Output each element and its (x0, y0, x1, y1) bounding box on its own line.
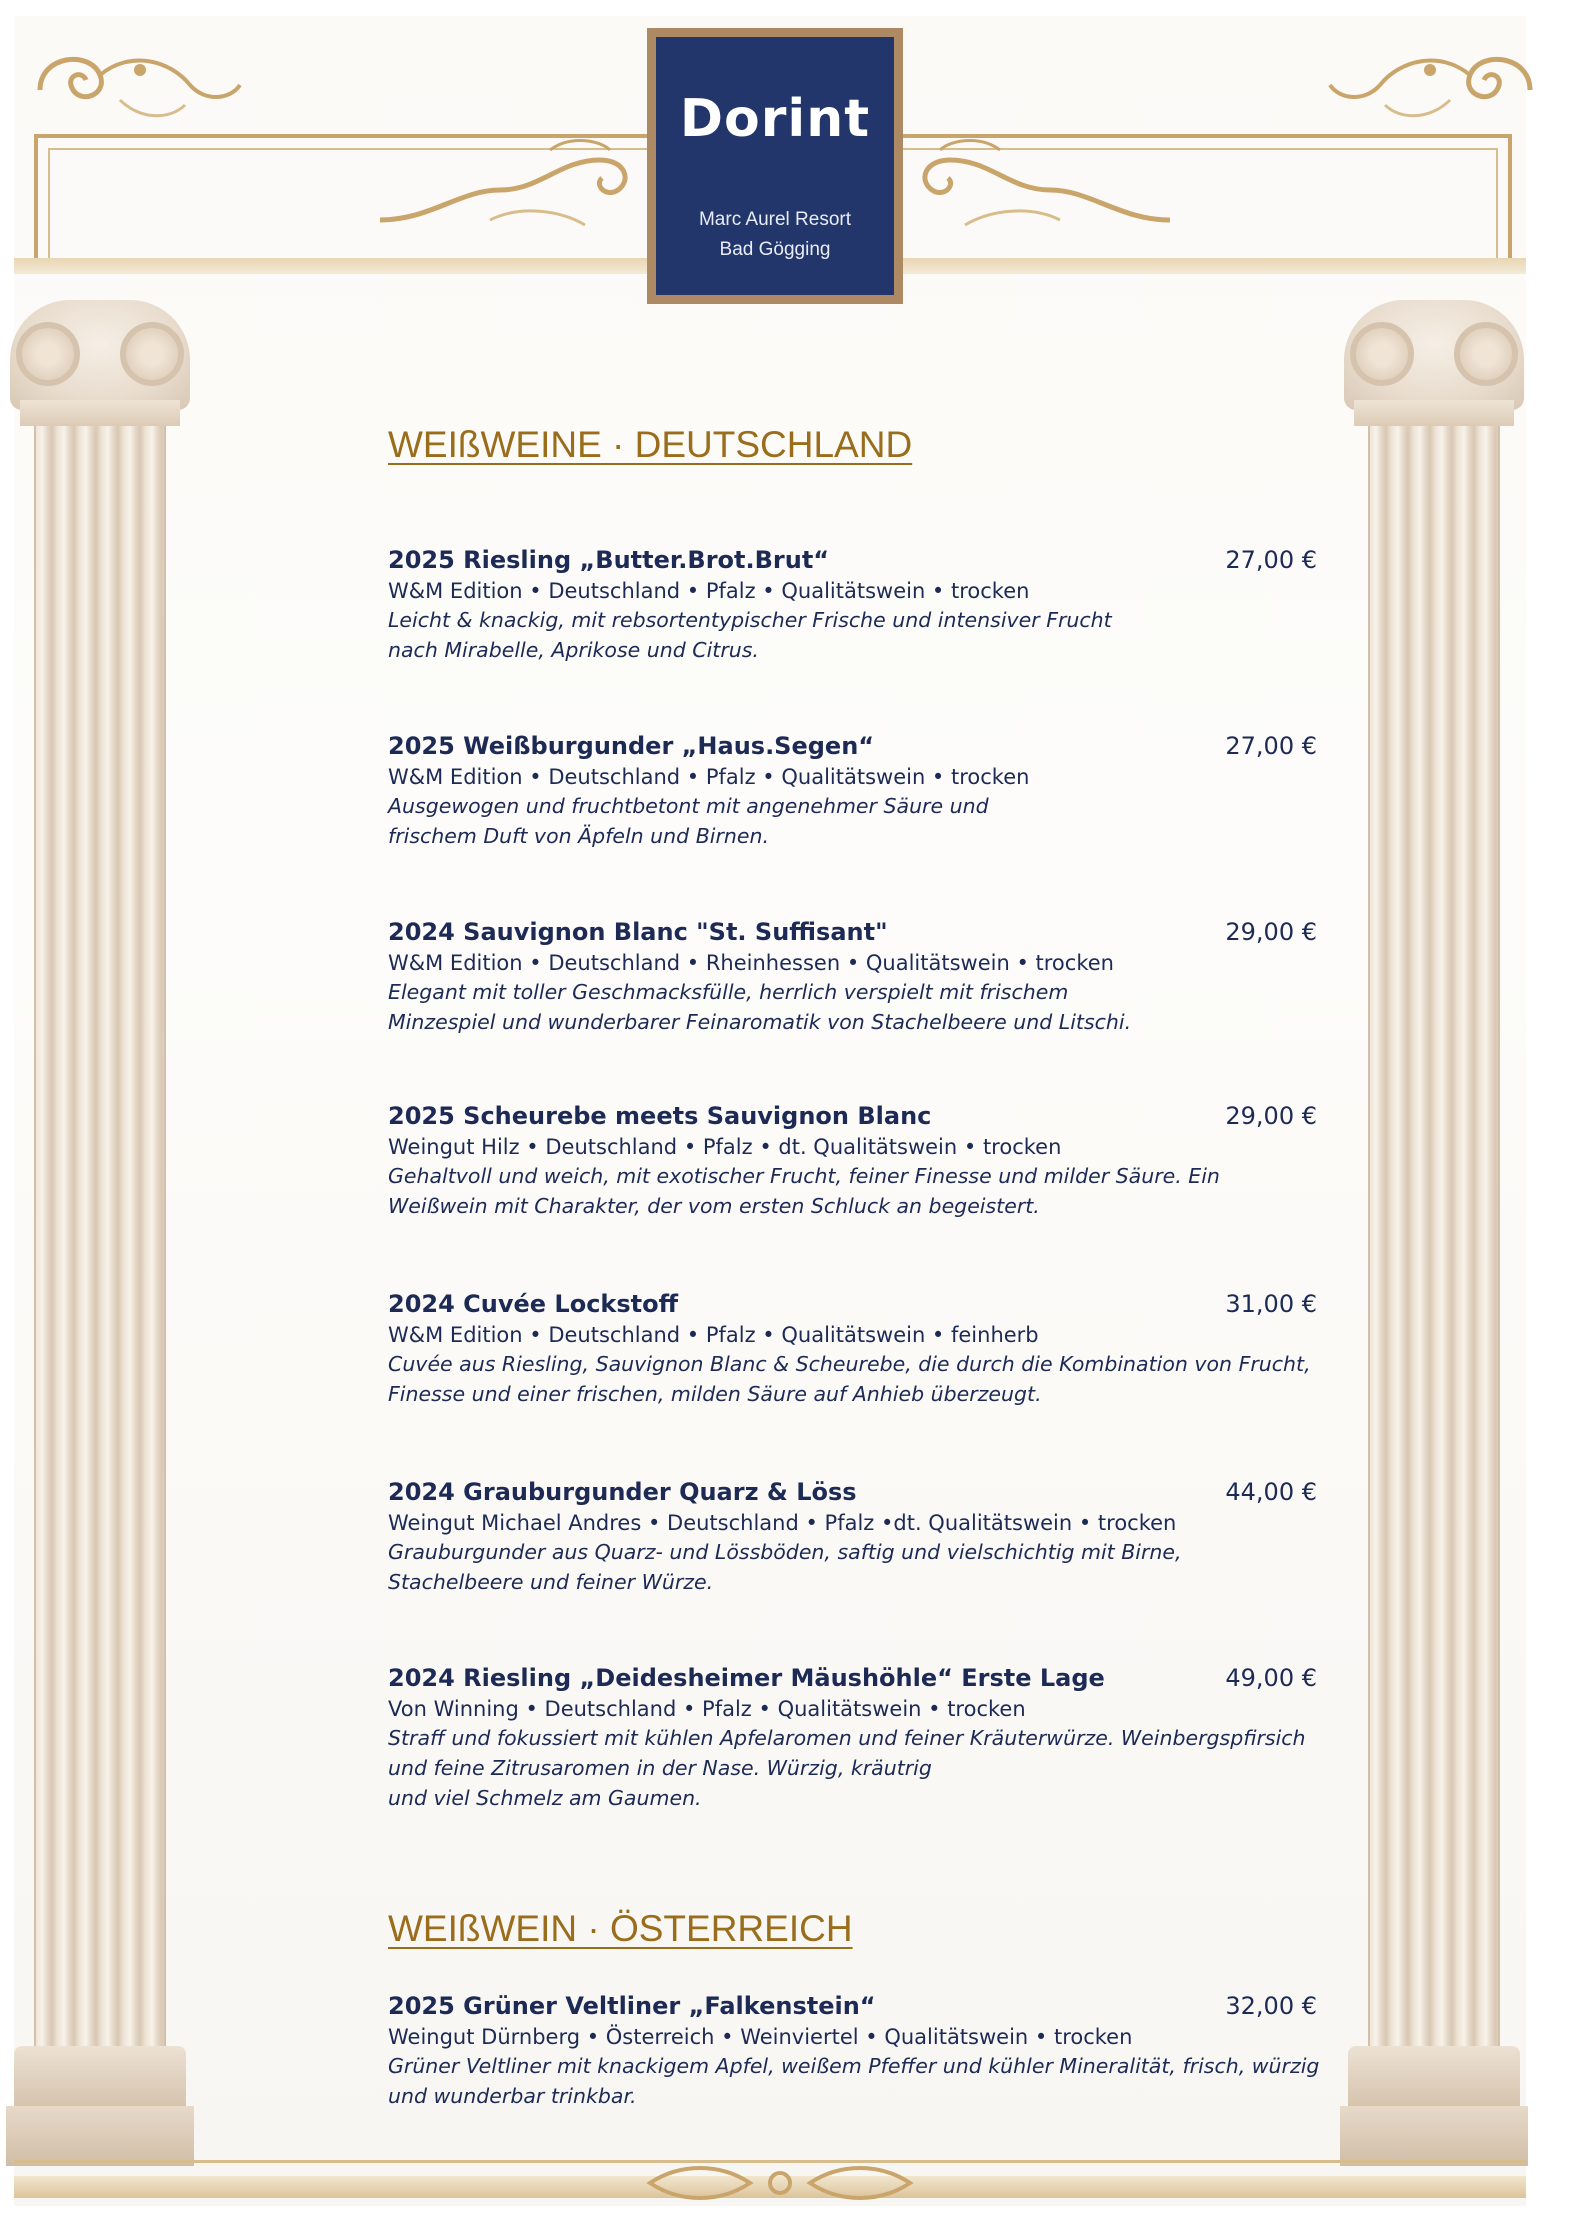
wine-meta: Von Winning • Deutschland • Pfalz • Qualitätswein • trocken (388, 1697, 1026, 1721)
wine-description-line: Cuvée aus Riesling, Sauvignon Blanc & Scheurebe, die durch die Kombination von Frucht, (388, 1352, 1311, 1376)
wine-description-line: Stachelbeere und feiner Würze. (388, 1570, 714, 1594)
wine-price: 29,00 € (1225, 1102, 1317, 1130)
wine-description-line: Weißwein mit Charakter, der vom ersten Schluck an begeistert. (388, 1194, 1040, 1218)
wine-name: 2025 Grüner Veltliner „Falkenstein“ (388, 1992, 876, 2020)
wine-description (388, 1349, 1338, 1409)
column-left (20, 300, 180, 2200)
wine-description-line: Minzespiel und wunderbarer Feinaromatik von Stachelbeere und Litschi. (388, 1010, 1132, 1034)
dorint-logo (647, 28, 903, 304)
wine-meta: W&M Edition • Deutschland • Pfalz • Qualitätswein • trocken (388, 765, 1030, 789)
wine-description (388, 1161, 1338, 1221)
wine-item (388, 732, 1338, 851)
logo-name: Dorint (679, 89, 871, 149)
logo-subtitle-line: Marc Aurel Resort (698, 209, 852, 230)
wine-item (388, 918, 1338, 1037)
section-title-austria: WEIßWEIN · ÖSTERREICH (388, 1908, 853, 1949)
scroll-ornament-top-left-icon (20, 30, 250, 140)
wine-description-line: Ausgewogen und fruchtbetont mit angenehmer Säure und (388, 794, 989, 818)
wine-item (388, 1290, 1338, 1409)
wine-description-line: und wunderbar trinkbar. (388, 2084, 637, 2108)
wine-price: 27,00 € (1225, 732, 1317, 760)
wine-price: 44,00 € (1225, 1478, 1317, 1506)
wine-price: 31,00 € (1225, 1290, 1317, 1318)
wine-description-line: Gehaltvoll und weich, mit exotischer Frucht, feiner Finesse und milder Säure. Ein (388, 1164, 1220, 1188)
wine-name: 2024 Cuvée Lockstoff (388, 1290, 679, 1318)
logo-subtitle-line: Bad Gögging (719, 239, 831, 260)
wine-description-line: und viel Schmelz am Gaumen. (388, 1786, 702, 1810)
scroll-ornament-center-left-icon (370, 130, 640, 240)
wine-description-line: nach Mirabelle, Aprikose und Citrus. (388, 638, 759, 662)
scroll-ornament-center-right-icon (910, 130, 1180, 240)
wine-item (388, 1992, 1338, 2111)
scroll-ornament-bottom-icon (640, 2158, 920, 2208)
scroll-ornament-top-right-icon (1320, 30, 1550, 140)
wine-description (388, 1537, 1338, 1597)
wine-description-line: Elegant mit toller Geschmacksfülle, herrlich verspielt mit frischem (388, 980, 1069, 1004)
wine-name: 2025 Riesling „Butter.Brot.Brut“ (388, 546, 830, 574)
column-right (1354, 300, 1514, 2200)
wine-meta: Weingut Dürnberg • Österreich • Weinviertel • Qualitätswein • trocken (388, 2025, 1133, 2049)
wine-description-line: Straff und fokussiert mit kühlen Apfelaromen und feiner Kräuterwürze. Weinbergspfirsich (388, 1726, 1306, 1750)
wine-meta: Weingut Hilz • Deutschland • Pfalz • dt. Qualitätswein • trocken (388, 1135, 1062, 1159)
wine-item (388, 1478, 1338, 1597)
wine-description-line: Grauburgunder aus Quarz- und Lössböden, saftig und vielschichtig mit Birne, (388, 1540, 1182, 1564)
wine-name: 2024 Riesling „Deidesheimer Mäushöhle“ Erste Lage (388, 1664, 1105, 1692)
wine-meta: Weingut Michael Andres • Deutschland • Pfalz •dt. Qualitätswein • trocken (388, 1511, 1177, 1535)
wine-description (388, 791, 1338, 851)
wine-name: 2025 Weißburgunder „Haus.Segen“ (388, 732, 875, 760)
wine-item (388, 546, 1338, 665)
wine-price: 32,00 € (1225, 1992, 1317, 2020)
wine-description-line: Finesse und einer frischen, milden Säure auf Anhieb überzeugt. (388, 1382, 1042, 1406)
wine-description (388, 605, 1338, 665)
wine-meta: W&M Edition • Deutschland • Rheinhessen • Qualitätswein • trocken (388, 951, 1114, 975)
wine-price: 49,00 € (1225, 1664, 1317, 1692)
wine-meta: W&M Edition • Deutschland • Pfalz • Qualitätswein • feinherb (388, 1323, 1039, 1347)
wine-item (388, 1664, 1338, 1813)
wine-item (388, 1102, 1338, 1221)
wine-name: 2024 Grauburgunder Quarz & Löss (388, 1478, 857, 1506)
wine-name: 2025 Scheurebe meets Sauvignon Blanc (388, 1102, 932, 1130)
wine-description (388, 977, 1338, 1037)
wine-description-line: frischem Duft von Äpfeln und Birnen. (388, 824, 770, 848)
wine-description (388, 2051, 1338, 2111)
wine-name: 2024 Sauvignon Blanc "St. Suffisant" (388, 918, 888, 946)
wine-description-line: Leicht & knackig, mit rebsortentypischer Frische und intensiver Frucht (388, 608, 1112, 632)
logo-subtitle (656, 205, 894, 265)
wine-meta: W&M Edition • Deutschland • Pfalz • Qualitätswein • trocken (388, 579, 1030, 603)
section-title-germany: WEIßWEINE · DEUTSCHLAND (388, 424, 913, 465)
wine-price: 29,00 € (1225, 918, 1317, 946)
wine-description-line: und feine Zitrusaromen in der Nase. Würzig, kräutrig (388, 1756, 932, 1780)
wine-description (388, 1723, 1338, 1813)
wine-description-line: Grüner Veltliner mit knackigem Apfel, weißem Pfeffer und kühler Mineralität, frisch, würzig (388, 2054, 1320, 2078)
wine-price: 27,00 € (1225, 546, 1317, 574)
